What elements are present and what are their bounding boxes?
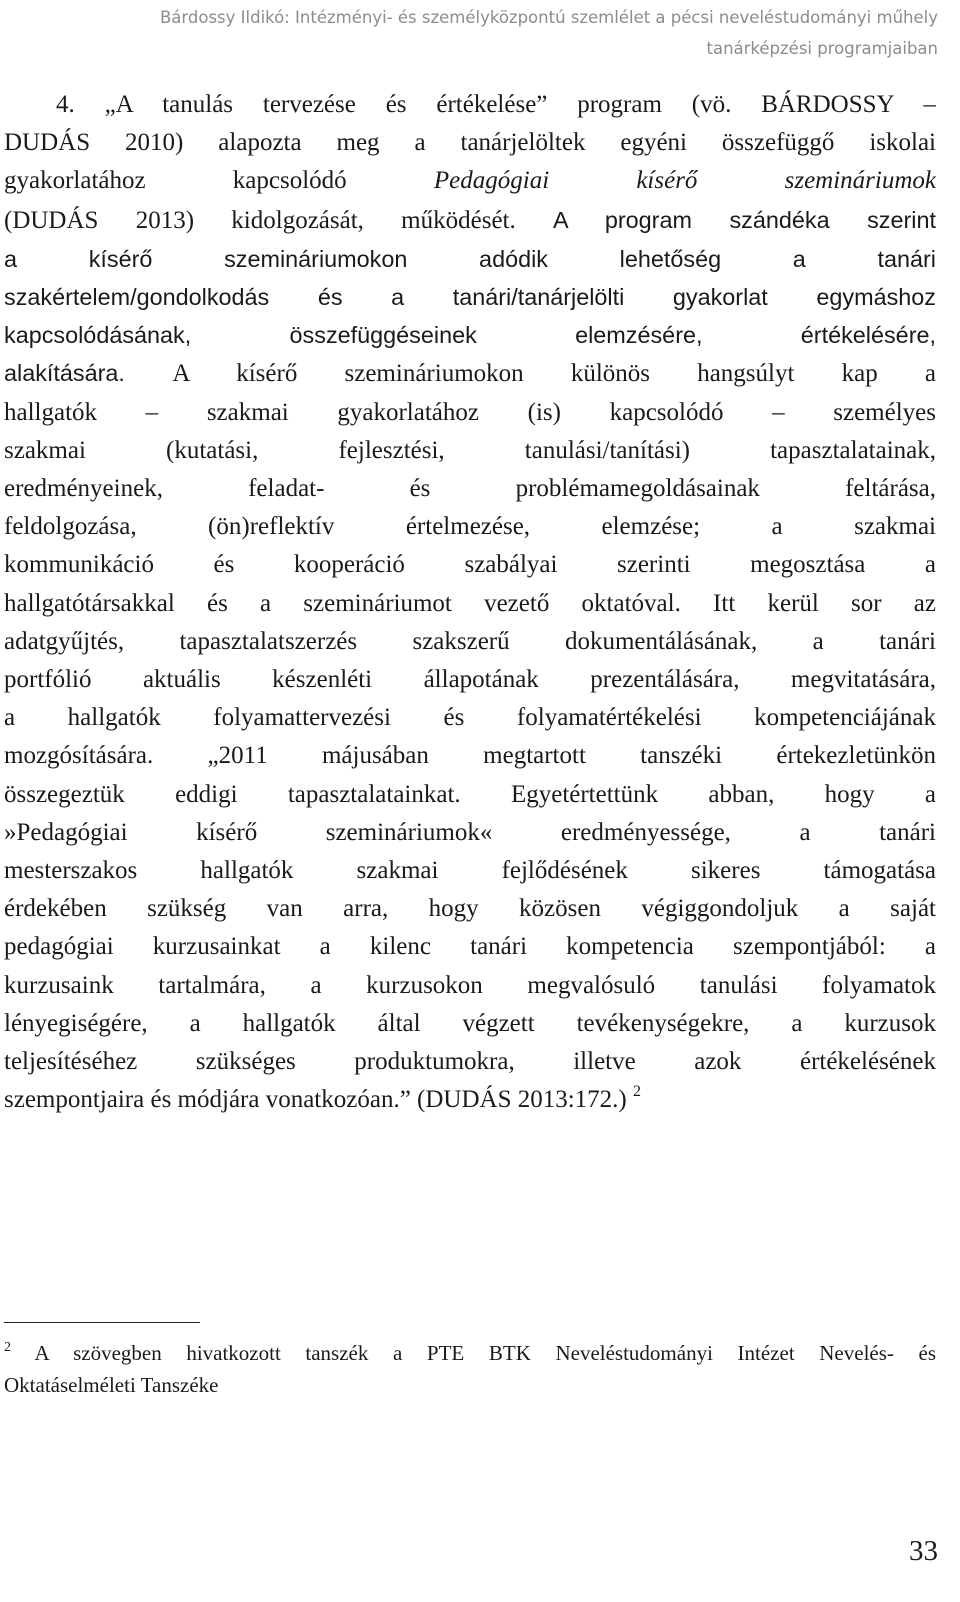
footnote-marker: 2 [4, 1340, 11, 1355]
page-number: 33 [909, 1535, 938, 1567]
running-header [0, 2, 938, 64]
footnote-separator [4, 1322, 200, 1323]
text-segment: (DUDÁS 2013) kidolgozását, működését. [4, 206, 554, 234]
paragraph-line: szakértelem/gondolkodás és a tanári/tanárjelölti gyakorlat egymáshoz [4, 284, 936, 311]
paragraph-line: összegeztük eddigi tapasztalatainkat. Egyetértettünk abban, hogy a [4, 780, 936, 808]
text-segment: gyakorlatához kapcsolódó [4, 167, 434, 195]
text-segment: hallgatótársakkal és a szemináriumot vezető oktatóval. [4, 589, 681, 617]
paragraph-line: DUDÁS 2010) alapozta meg a tanárjelöltek egyéni összefüggő iskolai [4, 129, 936, 157]
paragraph-line: portfólió aktuális készenléti állapotának prezentálására, megvitatására, [4, 666, 936, 694]
footnote-text: A szövegben hivatkozott tanszék a PTE BTK Neveléstudományi Intézet Nevelés- és [34, 1341, 936, 1365]
paragraph-line: kommunikáció és kooperáció szabályai szerinti megosztása a [4, 551, 936, 579]
paragraph-line: szakmai (kutatási, fejlesztési, tanulási/tanítási) tapasztalatainak, [4, 436, 936, 464]
footnote-line-2: Oktatáselméleti Tanszéke [4, 1373, 219, 1397]
body-paragraph [4, 86, 936, 1119]
paragraph-line: adatgyűjtés, tapasztalatszerzés szakszerű dokumentálásának, a tanári [4, 627, 936, 655]
sans-text-segment: A program szándéka szerint [553, 206, 936, 233]
paragraph-line: »Pedagógiai kísérő szemináriumok« eredményessége, a tanári [4, 818, 936, 846]
paragraph-line: 4. „A tanulás tervezése és értékelése” program (vö. BÁRDOSSY – [56, 91, 936, 118]
paragraph-line: lényegiségére, a hallgatók által végzett tevékenységekre, a kurzusok [4, 1009, 936, 1037]
footnote [4, 1337, 936, 1401]
paragraph-line [4, 1081, 936, 1119]
running-header-line-2: tanárképzési programjaiban [706, 39, 938, 58]
paragraph-line [4, 585, 936, 623]
paragraph-line: a kísérő szemináriumokon adódik lehetőség a tanári [4, 245, 936, 272]
paragraph-line: pedagógiai kurzusainkat a kilenc tanári kompetencia szempontjából: a [4, 933, 936, 961]
footnote-line-1 [4, 1337, 936, 1369]
paragraph-line: feldolgozása, (ön)reflektív értelmezése, elemzése; a szakmai [4, 513, 936, 541]
paragraph-line: hallgatók – szakmai gyakorlatához (is) kapcsolódó – személyes [4, 398, 936, 426]
text-segment: Itt kerül sor az [713, 589, 936, 617]
paragraph-line: a hallgatók folyamattervezési és folyamatértékelési kompetenciájának [4, 704, 936, 732]
paragraph-line [4, 162, 936, 200]
paragraph-line [4, 354, 936, 393]
paragraph-line: teljesítéséhez szükséges produktumokra, illetve azok értékelésének [4, 1048, 936, 1076]
text-segment: A kísérő szemináriumokon különös hangsúlyt kap a [172, 360, 936, 388]
italic-title: Pedagógiai kísérő szemináriumok [433, 167, 936, 195]
paragraph-line: kurzusaink tartalmára, a kurzusokon megvalósuló tanulási folyamatok [4, 971, 936, 999]
paragraph-line: eredményeinek, feladat- és problémamegoldásainak feltárása, [4, 475, 936, 503]
running-header-line-1: Bárdossy Ildikó: Intézményi- és személyközpontú szemlélet a pécsi neveléstudományi műhely [159, 8, 938, 27]
paragraph-line: érdekében szükség van arra, hogy közösen végiggondoljuk a saját [4, 895, 936, 923]
paragraph-line: mesterszakos hallgatók szakmai fejlődésének sikeres támogatása [4, 857, 936, 885]
paragraph-line: mozgósítására. „2011 májusában megtartott tanszéki értekezletünkön [4, 742, 936, 770]
paragraph-line [4, 201, 936, 240]
paragraph-line: kapcsolódásának, összefüggéseinek elemzésére, értékelésére, [4, 322, 936, 349]
text-segment: szempontjaira és módjára vonatkozóan.” (DUDÁS 2013:172.) [4, 1086, 627, 1114]
sans-text-segment: alakítására. [4, 360, 173, 387]
footnote-reference[interactable]: 2 [633, 1083, 642, 1101]
